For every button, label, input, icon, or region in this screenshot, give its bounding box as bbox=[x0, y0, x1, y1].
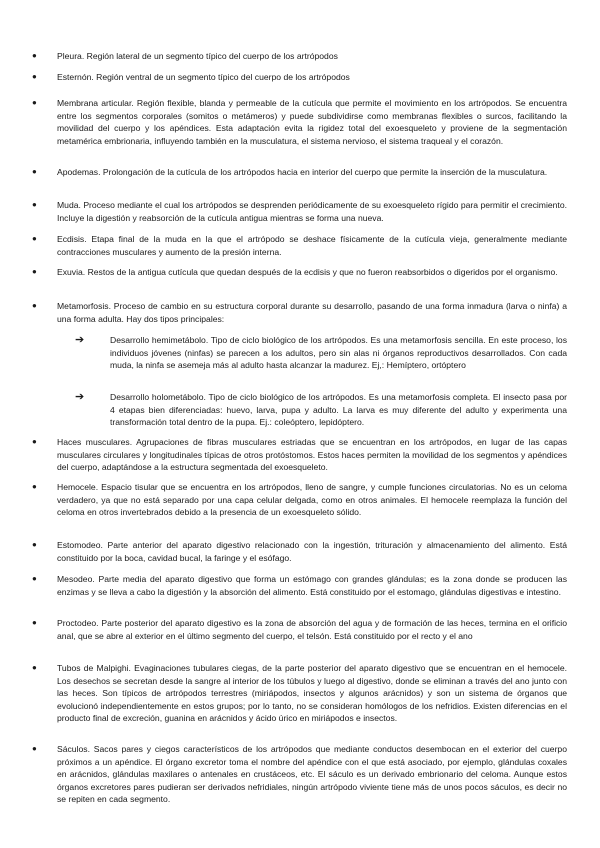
metamorfosis-type-hemimetabolo: Desarrollo hemimetábolo. Tipo de ciclo biológico de los artrópodos. Es una metamorfosis sencilla. En este proceso, los individuos jóvenes (ninfas) se parecen a los adultos, pero sin alas ni órganos reproductivos desarrollados. Con cada muda, la ninfa se asemeja más al adulto hasta alcanzar la madurez. Ej,: Hemíptero, ortóptero bbox=[110, 335, 567, 371]
glossary-entry-metamorfosis: Metamorfosis. Proceso de cambio en su estructura corporal durante su desarrollo, pasando de una forma inmadura (larva o ninfa) a una forma adulta. Hay dos tipos principales: bbox=[57, 301, 567, 324]
glossary-entry-tubos-de-malpighi: Tubos de Malpighi. Evaginaciones tubulares ciegas, de la parte posterior del aparato digestivo que se encuentran en el hemocele. Los desechos se secretan desde la sangre al interior de los túbulos y luego al digestivo, donde se eliminan a través del ano junto con las heces. Son típicos de artrópodos terrestres (miriápodos, insectos y algunos arácnidos) y son un sistema de órganos que evolucionó independientemente en estos grupos; por lo tanto, no se consideran homólogos de los nefridios. Existen diferencias en el producto final de excreción, guanina en arácnidos y ácido úrico en miriápodos e insectos. bbox=[57, 663, 567, 724]
glossary-entry-proctodeo: Proctodeo. Parte posterior del aparato digestivo es la zona de absorción del agua y de formación de las heces, termina en el orificio anal, que se abre al exterior en el último segmento del cuerpo, el telsón. Está constituido por el recto y el ano bbox=[57, 618, 567, 641]
bullet-icon: ● bbox=[32, 540, 37, 549]
bullet-icon: ● bbox=[32, 744, 37, 753]
bullet-icon: ● bbox=[32, 482, 37, 491]
glossary-entry-ecdisis: Ecdisis. Etapa final de la muda en la que el artrópodo se deshace físicamente de la cutícula vieja, generalmente mediante contracciones musculares y aumento de la presión interna. bbox=[57, 234, 567, 257]
bullet-icon: ● bbox=[32, 98, 37, 107]
bullet-icon: ● bbox=[32, 618, 37, 627]
glossary-entry-muda: Muda. Proceso mediante el cual los artrópodos se desprenden periódicamente de su exoesqueleto rígido para permitir el crecimiento. Incluye la digestión y reabsorción de la cutícula antigua mientras se forma una nueva. bbox=[57, 200, 567, 223]
arrow-icon: ➔ bbox=[75, 334, 85, 346]
bullet-icon: ● bbox=[32, 234, 37, 243]
glossary-entry-hemocele: Hemocele. Espacio tisular que se encuentra en los artrópodos, lleno de sangre, y cumple funciones circulatorias. No es un celoma verdadero, ya que no está separado por una capa celular delgada, como en otros animales. El hemocele reemplaza la función del celoma en otros invertebrados debido a la presencia de un exoesqueleto sólido. bbox=[57, 482, 567, 518]
metamorfosis-type-holometabolo: Desarrollo holometábolo. Tipo de ciclo biológico de los artrópodos. Es una metamorfosis completa. El insecto pasa por 4 etapas bien diferenciadas: huevo, larva, pupa y adulto. La larva es muy diferente del adulto y experimenta una transformación total dentro de la pupa. Ej.: coleóptero, lepidóptero. bbox=[110, 392, 567, 428]
glossary-entry-mesodeo: Mesodeo. Parte media del aparato digestivo que forma un estómago con grandes glándulas; es la zona donde se producen las enzimas y se lleva a cabo la digestión y la absorción del alimento. Está constituido por el estomago, glándulas digestivas e intestino. bbox=[57, 574, 567, 597]
glossary-entry-membrana-articular: Membrana articular. Región flexible, blanda y permeable de la cutícula que permite el movimiento en los artrópodos. Se encuentra entre los segmentos corporales (somitos o metámeros) y puede subdividirse como membranas flexibles o surcos, facilitando la movilidad del cuerpo y los apéndices. Esta adaptación evita la rigidez total del exoesqueleto y proviene de la segmentación metamérica embrionaria, influyendo también en la musculatura, el sistema nervioso, el sistema traqueal y el corazón. bbox=[57, 98, 567, 146]
glossary-entry-saculos: Sáculos. Sacos pares y ciegos característicos de los artrópodos que mediante conductos desembocan en el exterior del cuerpo próximos a un apéndice. El órgano excretor toma el nombre del apéndice con el que está asociado, por ejemplo, glándulas coxales en arácnidos, glándulas maxilares o antenales en crustáceos, etc. El sáculo es un derivado embrionario del celoma. Aunque estos órganos excretores pares pudieran ser derivados nefridiales, ningún artrópodo viviente tiene más de unos pocos sáculos, es decir no se repiten en cada segmento. bbox=[57, 744, 567, 805]
glossary-entry-exuvia: Exuvia. Restos de la antigua cutícula que quedan después de la ecdisis y que no fueron reabsorbidos o digeridos por el organismo. bbox=[57, 267, 558, 277]
bullet-icon: ● bbox=[32, 200, 37, 209]
glossary-entry-estomodeo: Estomodeo. Parte anterior del aparato digestivo relacionado con la ingestión, trituración y almacenamiento del alimento. Está constituido por la boca, cavidad bucal, la faringe y el esófago. bbox=[57, 540, 567, 563]
glossary-entry-haces-musculares: Haces musculares. Agrupaciones de fibras musculares estriadas que se encuentran en los artrópodos, en lugar de las capas musculares circulares y longitudinales típicas de otros protóstomos. Estos haces permiten la movilidad de los segmentos y apéndices del cuerpo, adaptándose a la estructura segmentada del exoesqueleto. bbox=[57, 437, 567, 473]
bullet-icon: ● bbox=[32, 51, 37, 60]
bullet-icon: ● bbox=[32, 72, 37, 81]
glossary-entry-apodemas: Apodemas. Prolongación de la cutícula de los artrópodos hacia en interior del cuerpo que permite la inserción de la musculatura. bbox=[57, 167, 548, 177]
bullet-icon: ● bbox=[32, 167, 37, 176]
glossary-entry-pleura: Pleura. Región lateral de un segmento típico del cuerpo de los artrópodos bbox=[57, 51, 338, 61]
arrow-icon: ➔ bbox=[75, 391, 85, 403]
bullet-icon: ● bbox=[32, 437, 37, 446]
glossary-entry-esternon: Esternón. Región ventral de un segmento típico del cuerpo de los artrópodos bbox=[57, 72, 350, 82]
bullet-icon: ● bbox=[32, 267, 37, 276]
bullet-icon: ● bbox=[32, 663, 37, 672]
bullet-icon: ● bbox=[32, 574, 37, 583]
bullet-icon: ● bbox=[32, 301, 37, 310]
